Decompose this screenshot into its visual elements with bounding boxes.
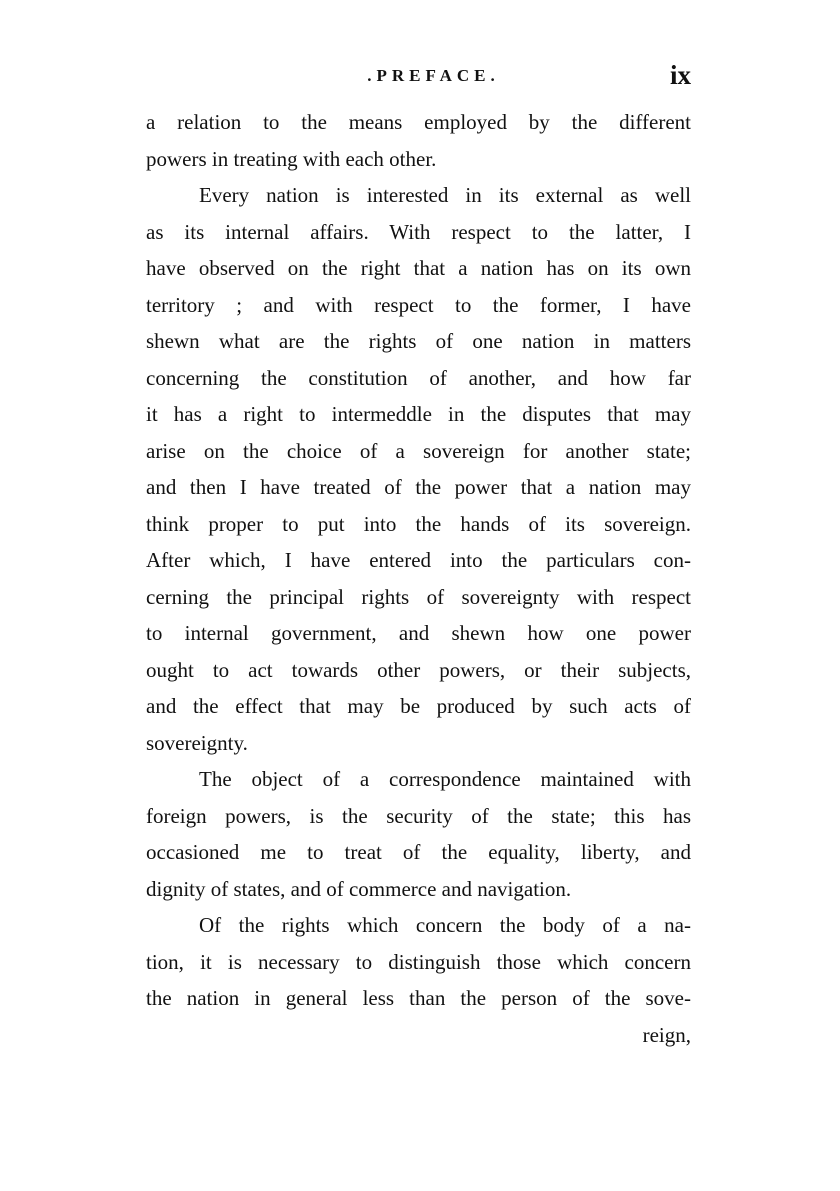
text-line: the nation in general less than the person of the sove- xyxy=(146,986,691,1010)
text-line: to internal government, and shewn how one power xyxy=(146,621,691,645)
text-line: concerning the constitution of another, and how far xyxy=(146,365,691,390)
page-number: ix xyxy=(669,60,691,90)
catchword: reign, xyxy=(642,1022,691,1047)
text-line: and the effect that may be produced by such acts of xyxy=(146,694,691,718)
text-line: and then I have treated of the power that a nation may xyxy=(146,475,691,499)
text-line: After which, I have entered into the particulars con- xyxy=(146,548,691,572)
text-line: a relation to the means employed by the different xyxy=(146,110,691,134)
text-line: territory ; and with respect to the former, I have xyxy=(146,292,691,317)
text-line: foreign powers, is the security of the state; this has xyxy=(146,803,691,828)
text-line: cerning the principal rights of sovereignty with respect xyxy=(146,584,691,609)
paragraph-first-line: Every nation is interested in its external as well xyxy=(199,183,691,207)
paragraph-first-line: The object of a correspondence maintained with xyxy=(199,767,691,791)
running-head xyxy=(146,62,691,92)
text-line: as its internal affairs. With respect to the latter, I xyxy=(146,219,691,244)
text-line: think proper to put into the hands of its sovereign. xyxy=(146,511,691,536)
paragraph-end-line: powers in treating with each other. xyxy=(146,146,437,171)
body-text xyxy=(146,104,691,1053)
text-line: occasioned me to treat of the equality, liberty, and xyxy=(146,840,691,864)
text-line: arise on the choice of a sovereign for another state; xyxy=(146,438,691,463)
text-line: ought to act towards other powers, or their subjects, xyxy=(146,657,691,682)
text-line: it has a right to intermeddle in the disputes that may xyxy=(146,402,691,426)
text-line: have observed on the right that a nation has on its own xyxy=(146,256,691,280)
paragraph-end-line: sovereignty. xyxy=(146,730,248,755)
text-line: shewn what are the rights of one nation in matters xyxy=(146,329,691,353)
paragraph-first-line: Of the rights which concern the body of a na- xyxy=(199,913,691,937)
running-title: .PREFACE. xyxy=(367,66,500,85)
text-line: tion, it is necessary to distinguish those which concern xyxy=(146,949,691,974)
paragraph-end-line: dignity of states, and of commerce and navigation. xyxy=(146,876,572,901)
